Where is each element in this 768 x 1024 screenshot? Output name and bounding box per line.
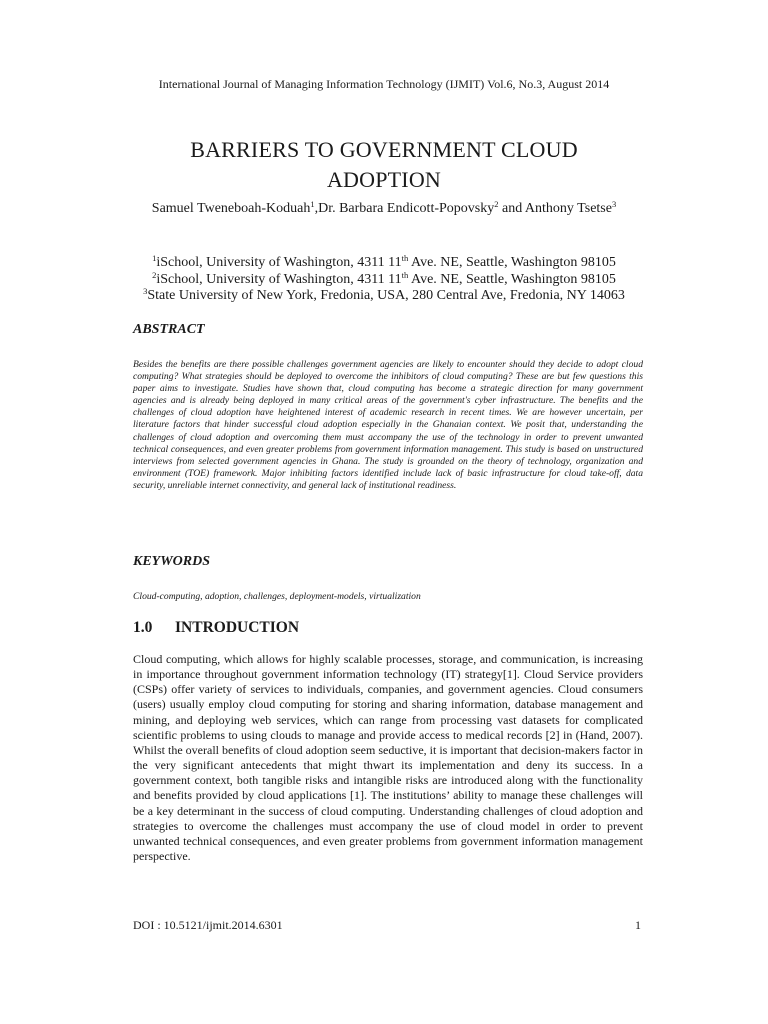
affiliation-list — [110, 255, 658, 305]
paper-title: BARRIERS TO GOVERNMENT CLOUD ADOPTION — [190, 137, 578, 192]
introduction-heading — [133, 619, 299, 637]
author-list — [134, 199, 634, 218]
page-number: 1 — [635, 918, 641, 932]
affiliation-text: Ave. NE, Seattle, Washington 98105 — [408, 255, 616, 270]
section-title: INTRODUCTION — [175, 619, 300, 636]
keywords-heading: KEYWORDS — [133, 554, 211, 569]
author-superscript: 2 — [494, 199, 499, 209]
author-name: ,Dr. Barbara Endicott-Popovsky — [314, 201, 495, 216]
doi-footer: DOI : 10.5121/ijmit.2014.6301 — [133, 918, 283, 932]
author-name: Samuel Tweneboah-Koduah — [151, 201, 311, 216]
affiliation-superscript: 1 — [152, 253, 157, 263]
affiliation-superscript: 3 — [143, 286, 148, 296]
author-superscript: 1 — [310, 199, 315, 209]
affiliation-text: Ave. NE, Seattle, Washington 98105 — [408, 271, 616, 287]
ordinal-superscript: th — [401, 253, 409, 263]
abstract-text: Besides the benefits are there possible challenges government agencies are likely to encounter should they decide to adopt cloud computing? What strategies should be deployed to overcome the inhibitors of cloud computing? These are but few questions this paper aims to investigate. Studies have shown that, cloud computing has become a strategic direction for many government agencies and is already being deployed in many critical areas of the government's cyber infrastructure. The benefits and the challenges of cloud adoption have heightened interest of academic research in recent times. We are however uncertain, per literature factors that hinder successful cloud adoption especially in the Ghanaian context. We posit that, understanding the challenges of cloud adoption and overcoming them must accompany the use of the technology in order to prevent unwanted technical consequences, and even greater problems from government information management. This study is based on unstructured interviews from selected government agencies in Ghana. The study is grounded on the theory of technology, organization and environment (TOE) framework. Major inhibiting factors identified include lack of basic infrastructure for cloud take-off, data security, unreliable internet connectivity, and general lack of institutional readiness. — [133, 359, 643, 491]
affiliation-superscript: 2 — [152, 269, 157, 280]
keywords-text: Cloud-computing, adoption, challenges, deployment-models, virtualization — [133, 591, 421, 602]
abstract-heading: ABSTRACT — [133, 322, 205, 337]
affiliation-text: State University of New York, Fredonia, USA, 280 Central Ave, Fredonia, NY 14063 — [147, 288, 625, 303]
affiliation-line — [110, 255, 658, 272]
affiliation-line — [110, 269, 658, 289]
author-name: and Anthony Tsetse — [498, 201, 612, 216]
affiliation-text: iSchool, University of Washington, 4311 11 — [156, 255, 402, 270]
affiliation-line — [110, 288, 658, 305]
affiliation-text: iSchool, University of Washington, 4311 11 — [156, 271, 402, 287]
author-superscript: 3 — [611, 199, 617, 209]
journal-header: International Journal of Managing Information Technology (IJMIT) Vol.6, No.3, August 2014 — [158, 77, 610, 91]
ordinal-superscript: th — [401, 269, 409, 280]
introduction-paragraph: Cloud computing, which allows for highly scalable processes, storage, and communication, is increasing in importance throughout government information technology (IT) strategy[1]. Cloud Service providers (CSPs) offer variety of services to individuals, companies, and government agencies. Cloud consumers (users) usually employ cloud computing for storing and sharing information, database management and mining, and deploying web services, which can range from processing vast datasets for complicated scientific problems to using clouds to manage and provide access to medical records [2] in (Hand, 2007). Whilst the overall benefits of cloud adoption seem seductive, it is important that decision-makers factor in the very significant antecedents that might thwart its implementation and deny its success. In a government context, both tangible risks and intangible risks are introduced along with the functionality and benefits provided by cloud applications [1]. The institutions’ ability to manage these challenges will be a key determinant in the success of cloud computing. Understanding challenges of cloud adoption and strategies to overcome the challenges must accompany the use of cloud model in order to prevent unwanted technical consequences, and even greater problems from government information management perspective. — [133, 652, 643, 864]
section-number: 1.0 — [133, 619, 153, 636]
